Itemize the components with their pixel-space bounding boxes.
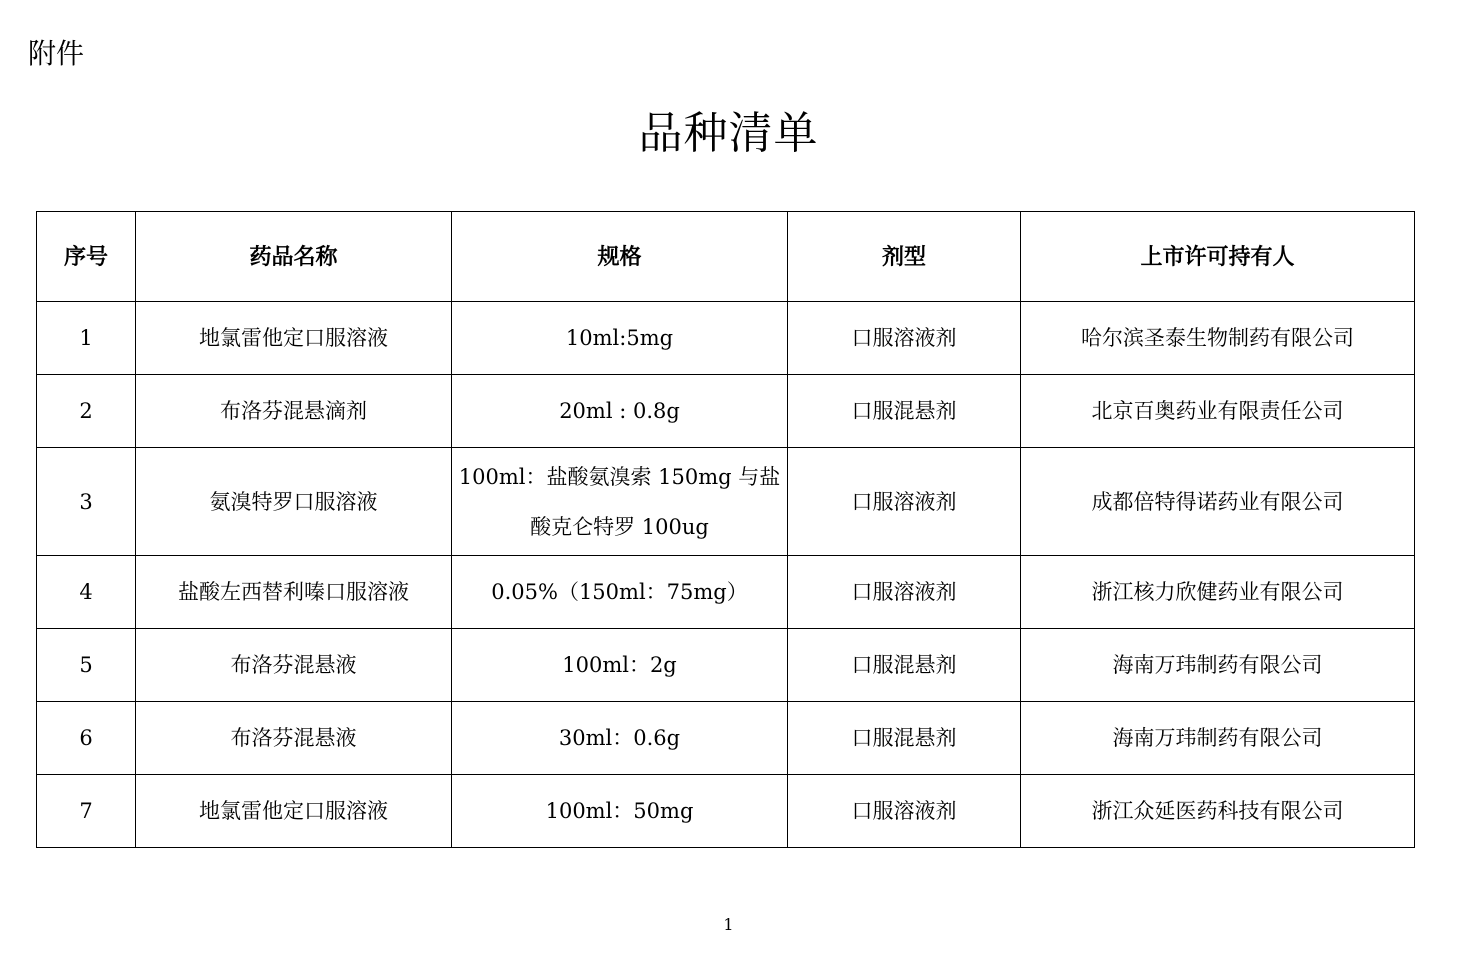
- variety-list-table: [36, 211, 1415, 848]
- cell-drug-name: 氨溴特罗口服溶液: [136, 448, 452, 556]
- cell-index: 4: [37, 556, 136, 629]
- page-number: 1: [723, 915, 734, 934]
- table-row: [37, 702, 1415, 775]
- cell-specification: 10ml:5mg: [452, 302, 788, 375]
- cell-dosage-form: 口服溶液剂: [788, 556, 1021, 629]
- cell-specification: 0.05%（150ml：75mg）: [452, 556, 788, 629]
- table-row: [37, 375, 1415, 448]
- page-title: 品种清单: [638, 108, 819, 159]
- header-dosage-form: 剂型: [788, 212, 1021, 302]
- cell-specification: 100ml：50mg: [452, 775, 788, 848]
- cell-drug-name: 布洛芬混悬液: [136, 629, 452, 702]
- cell-drug-name: 盐酸左西替利嗪口服溶液: [136, 556, 452, 629]
- cell-dosage-form: 口服溶液剂: [788, 302, 1021, 375]
- cell-specification: 100ml：盐酸氨溴索 150mg 与盐酸克仑特罗 100ug: [452, 448, 788, 556]
- cell-license-holder: 哈尔滨圣泰生物制药有限公司: [1021, 302, 1415, 375]
- cell-index: 5: [37, 629, 136, 702]
- cell-index: 7: [37, 775, 136, 848]
- cell-drug-name: 地氯雷他定口服溶液: [136, 775, 452, 848]
- cell-index: 6: [37, 702, 136, 775]
- cell-drug-name: 地氯雷他定口服溶液: [136, 302, 452, 375]
- cell-license-holder: 成都倍特得诺药业有限公司: [1021, 448, 1415, 556]
- table-row: [37, 448, 1415, 556]
- cell-license-holder: 海南万玮制药有限公司: [1021, 629, 1415, 702]
- header-index: 序号: [37, 212, 136, 302]
- cell-index: 3: [37, 448, 136, 556]
- cell-drug-name: 布洛芬混悬滴剂: [136, 375, 452, 448]
- cell-index: 2: [37, 375, 136, 448]
- table-row: [37, 556, 1415, 629]
- cell-specification: 20ml : 0.8g: [452, 375, 788, 448]
- cell-license-holder: 浙江核力欣健药业有限公司: [1021, 556, 1415, 629]
- cell-drug-name: 布洛芬混悬液: [136, 702, 452, 775]
- cell-dosage-form: 口服溶液剂: [788, 775, 1021, 848]
- cell-specification: 100ml：2g: [452, 629, 788, 702]
- cell-license-holder: 北京百奥药业有限责任公司: [1021, 375, 1415, 448]
- table-row: [37, 302, 1415, 375]
- cell-dosage-form: 口服溶液剂: [788, 448, 1021, 556]
- cell-dosage-form: 口服混悬剂: [788, 375, 1021, 448]
- header-license-holder: 上市许可持有人: [1021, 212, 1415, 302]
- cell-license-holder: 海南万玮制药有限公司: [1021, 702, 1415, 775]
- cell-specification: 30ml：0.6g: [452, 702, 788, 775]
- table-row: [37, 629, 1415, 702]
- header-specification: 规格: [452, 212, 788, 302]
- attachment-label: 附件: [28, 37, 85, 70]
- cell-license-holder: 浙江众延医药科技有限公司: [1021, 775, 1415, 848]
- table-row: [37, 775, 1415, 848]
- cell-index: 1: [37, 302, 136, 375]
- cell-dosage-form: 口服混悬剂: [788, 702, 1021, 775]
- header-drug-name: 药品名称: [136, 212, 452, 302]
- table-header-row: [37, 212, 1415, 302]
- cell-dosage-form: 口服混悬剂: [788, 629, 1021, 702]
